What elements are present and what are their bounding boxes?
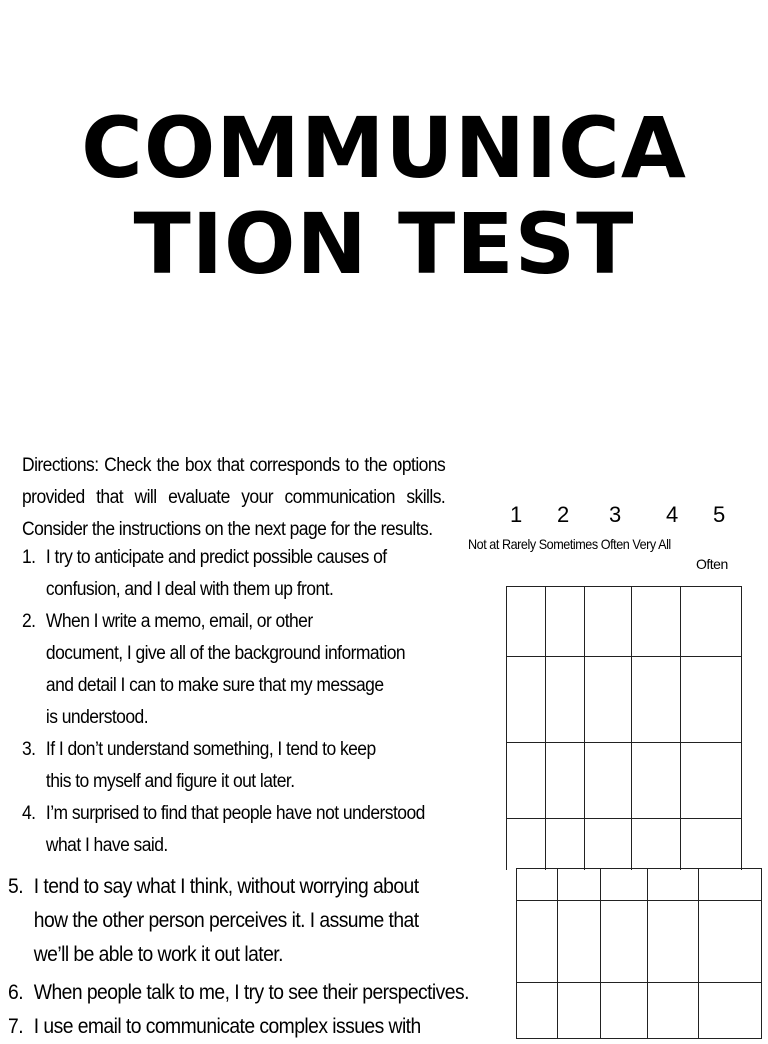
page-title [0,100,768,292]
question-6 [8,976,469,1010]
response-box[interactable] [585,743,632,819]
question-5 [8,870,419,972]
response-box[interactable] [546,657,585,743]
response-box[interactable] [517,869,558,901]
response-box[interactable] [517,901,558,983]
question-text: document, I give all of the background information [45,643,406,664]
response-box[interactable] [699,869,762,901]
question-text: confusion, and I deal with them up front. [45,579,334,600]
question-text: I try to anticipate and predict possible causes of [45,547,387,568]
response-box[interactable] [507,743,546,819]
question-text: I use email to communicate complex issues with [33,1015,421,1038]
scale-numbers [468,502,748,532]
response-box[interactable] [507,587,546,657]
response-box[interactable] [681,587,742,657]
response-box[interactable] [546,743,585,819]
question-text: When people talk to me, I try to see their perspectives. [33,981,469,1004]
response-box[interactable] [648,983,699,1039]
response-box[interactable] [632,819,681,871]
response-grid-2 [516,868,762,1039]
question-number: 3. [22,739,36,760]
scale-number: 1 [510,502,523,527]
response-box[interactable] [681,819,742,871]
question-number: 1. [22,547,36,568]
question-number: 4. [22,803,36,824]
response-box[interactable] [546,819,585,871]
response-box[interactable] [681,657,742,743]
question-number: 2. [22,611,36,632]
scale-labels: Not at Rarely Sometimes Often Very All [468,536,671,552]
question-text: we’ll be able to work it out later. [33,943,283,966]
response-box[interactable] [632,743,681,819]
title-line-1: COMMUNICA [81,99,687,197]
question-text: and detail I can to make sure that my message [45,675,384,696]
question-text: If I don’t understand something, I tend to keep [45,739,376,760]
response-box[interactable] [601,983,648,1039]
response-box[interactable] [507,657,546,743]
question-text: is understood. [45,707,149,728]
response-box[interactable] [558,983,601,1039]
response-box[interactable] [699,983,762,1039]
worksheet-part-1 [8,440,760,868]
response-box[interactable] [558,869,601,901]
scale-number: 2 [557,502,570,527]
response-box[interactable] [601,901,648,983]
question-7 [8,1010,421,1044]
question-text: this to myself and figure it out later. [45,771,295,792]
question-text: I tend to say what I think, without worrying about [33,875,419,898]
scale-label-often: Often [696,556,728,572]
worksheet-part-2 [0,870,768,1038]
title-line-2: TION TEST [133,195,635,293]
scale-number: 4 [666,502,679,527]
response-box[interactable] [632,657,681,743]
question-text: When I write a memo, email, or other [45,611,313,632]
question-number: 7. [8,1015,24,1038]
response-box[interactable] [546,587,585,657]
response-box[interactable] [558,901,601,983]
response-box[interactable] [648,869,699,901]
question-text: I’m surprised to find that people have not understood [45,803,425,824]
question-2 [22,606,405,734]
scale-number: 3 [609,502,622,527]
response-box[interactable] [507,819,546,871]
question-text: how the other person perceives it. I assume that [33,909,419,932]
question-4 [22,798,425,862]
response-box[interactable] [585,657,632,743]
response-box[interactable] [517,983,558,1039]
question-number: 6. [8,981,24,1004]
response-box[interactable] [681,743,742,819]
scale-number: 5 [713,502,726,527]
response-box[interactable] [585,819,632,871]
question-number: 5. [8,875,24,898]
directions-text: Directions: Check the box that corresponds to the options provided that will evaluate your communication skills. Consider the instructions on the next page for the results. [22,455,446,540]
response-box[interactable] [648,901,699,983]
response-grid-1 [506,586,742,871]
response-box[interactable] [632,587,681,657]
question-text: what I have said. [45,835,168,856]
question-3 [22,734,376,798]
response-box[interactable] [699,901,762,983]
response-box[interactable] [601,869,648,901]
question-1 [22,542,387,606]
response-box[interactable] [585,587,632,657]
